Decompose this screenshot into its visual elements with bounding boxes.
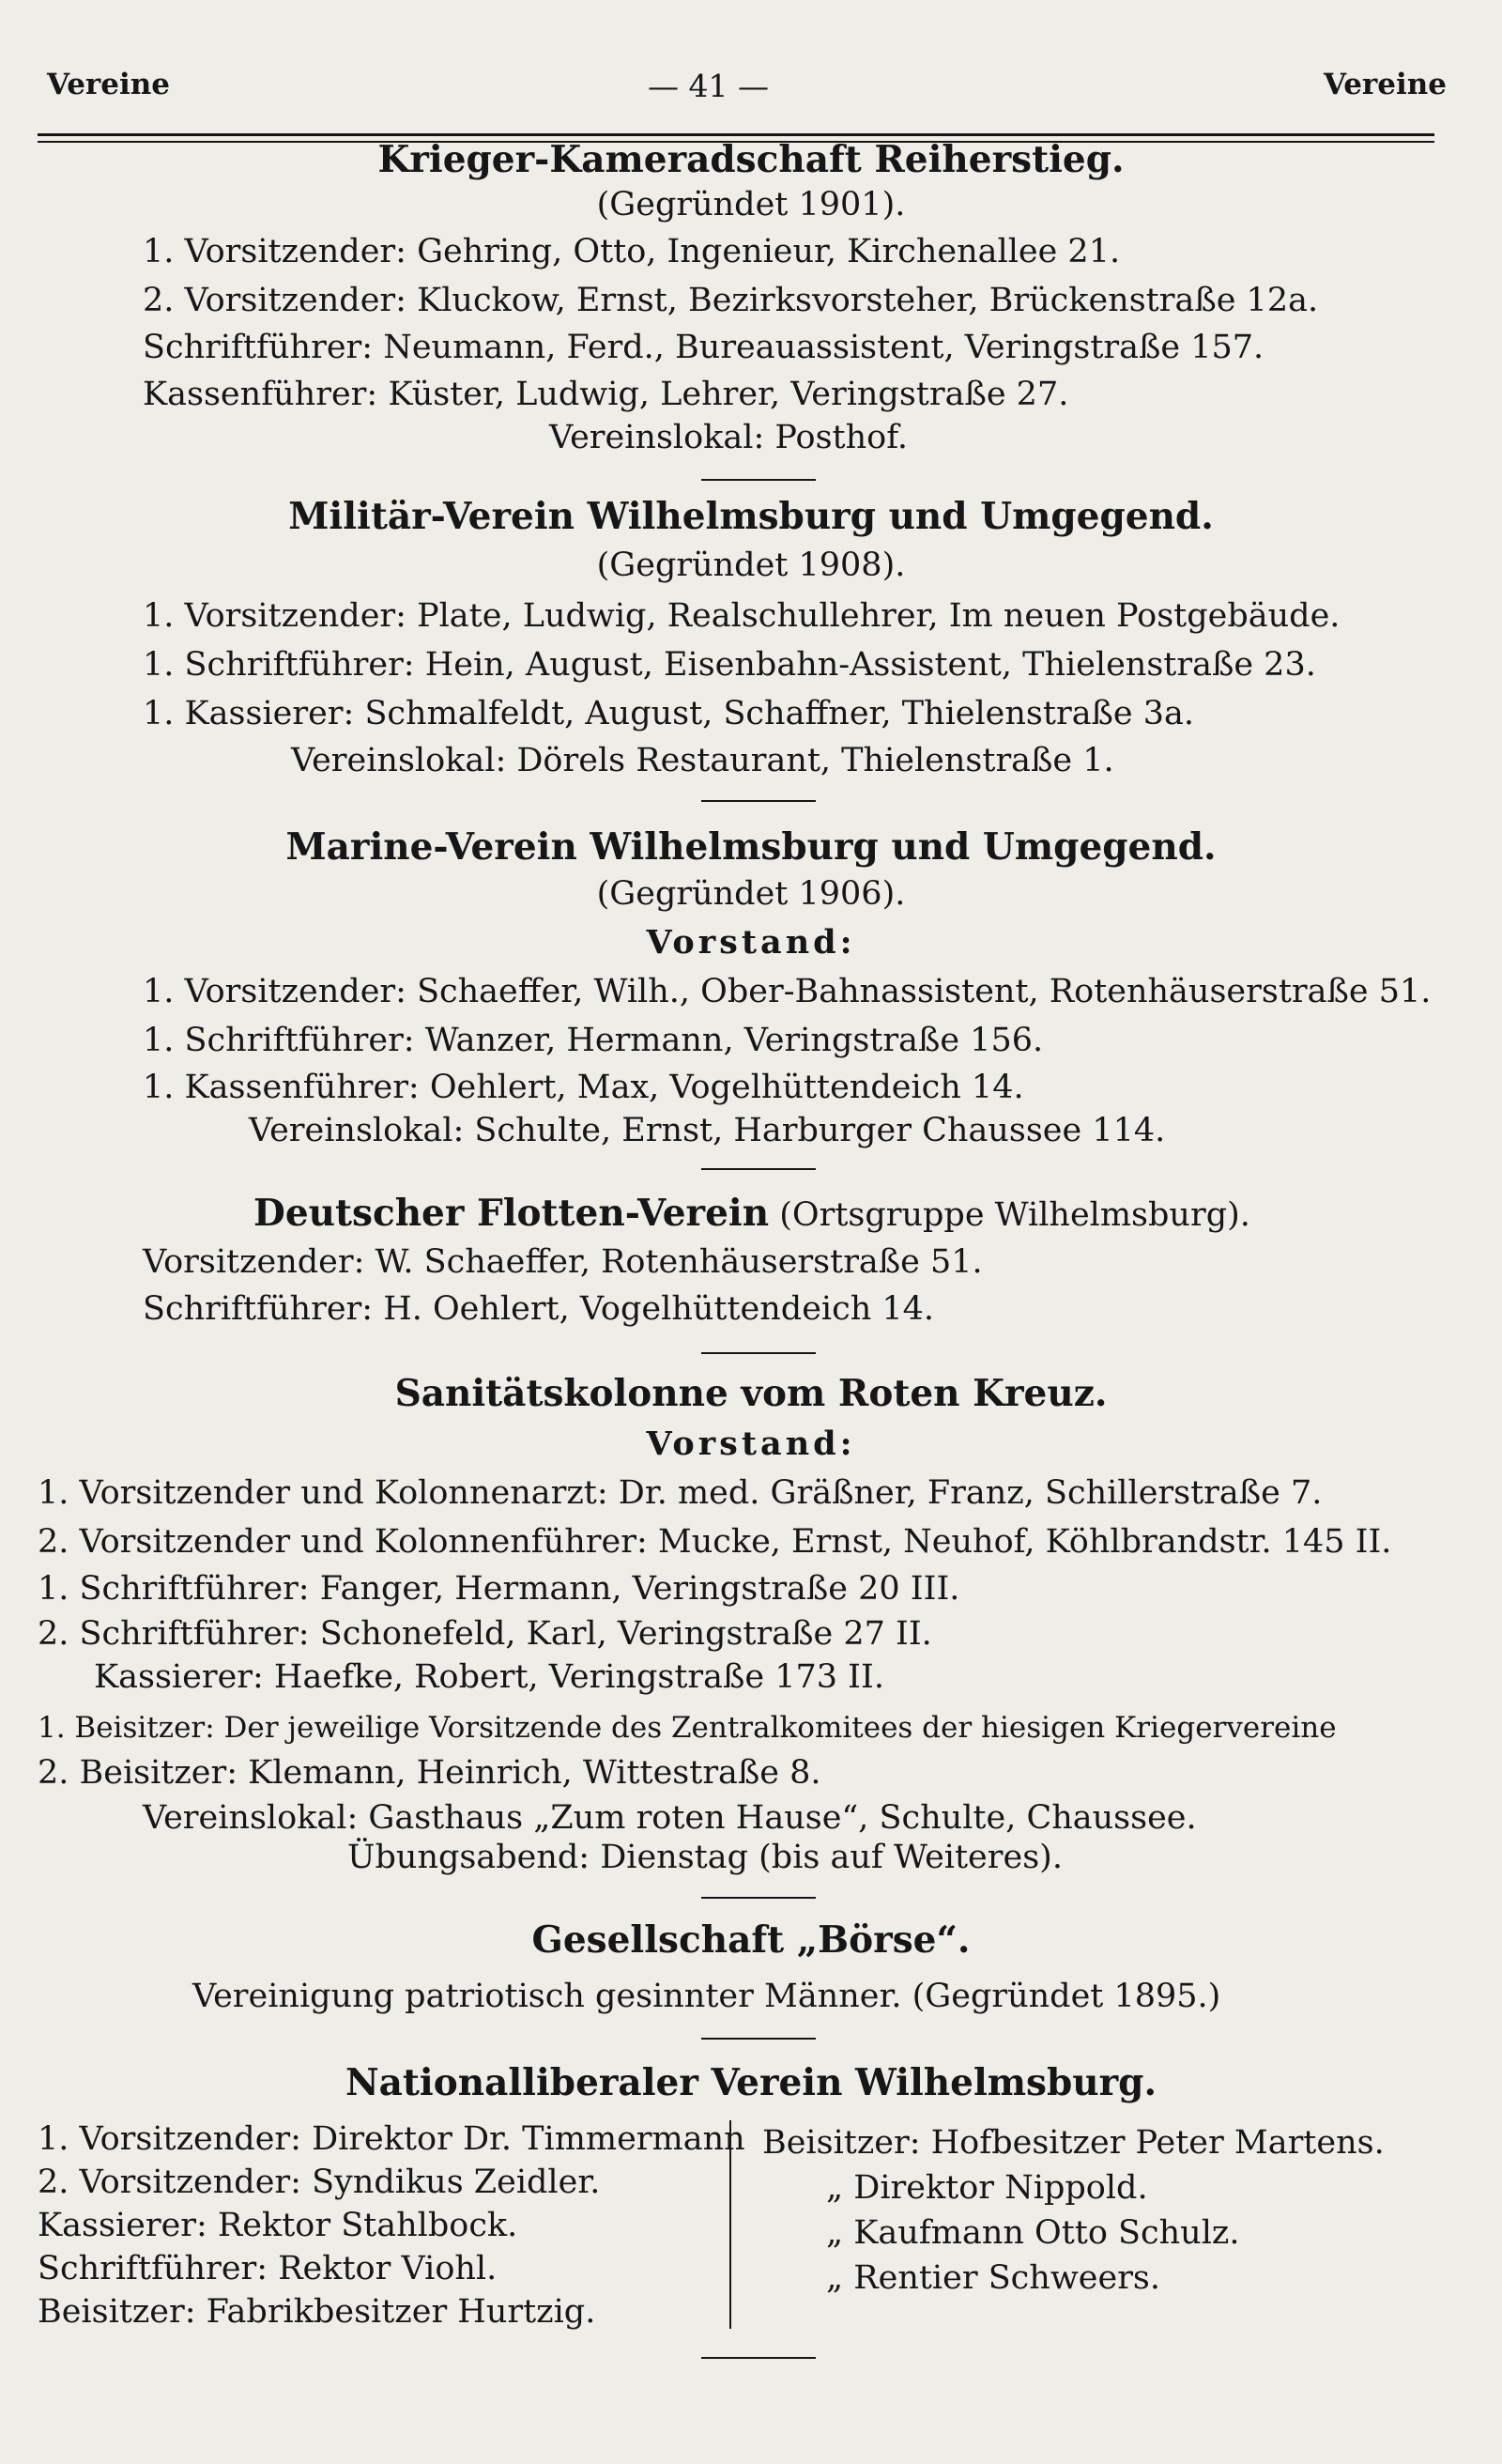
entry-line: Kassenführer: Küster, Ludwig, Lehrer, Veringstraße 27. (143, 376, 1069, 413)
vorstand-heading-sanitaet: Vorstand: (646, 1424, 856, 1463)
section-separator (701, 1168, 816, 1170)
section-separator (701, 2038, 816, 2040)
entry-line: 1. Kassierer: Schmalfeldt, August, Schaffner, Thielenstraße 3a. (143, 695, 1195, 732)
section-separator (701, 800, 816, 802)
right-column-line: „ Direktor Nippold. (826, 2169, 1148, 2207)
entry-line: Vereinslokal: Gasthaus „Zum roten Hause“, Schulte, Chaussee. (143, 1799, 1197, 1837)
section-title-sanitaet: Sanitätskolonne vom Roten Kreuz. (394, 1372, 1108, 1415)
entry-line: 1. Vorsitzender und Kolonnenarzt: Dr. med. Gräßner, Franz, Schillerstraße 7. (38, 1474, 1323, 1512)
entry-line: 2. Vorsitzender und Kolonnenführer: Mucke, Ernst, Neuhof, Köhlbrandstr. 145 II. (38, 1523, 1392, 1561)
section-title-marine: Marine-Verein Wilhelmsburg und Umgegend. (285, 825, 1217, 869)
founded-militaer: (Gegründet 1908). (596, 547, 906, 584)
left-column-line: Schriftführer: Rektor Viohl. (38, 2250, 498, 2287)
entry-line: Vereinslokal: Schulte, Ernst, Harburger Chaussee 114. (249, 1112, 1166, 1149)
section-separator (701, 479, 816, 481)
flotten-subtitle: (Ortsgruppe Wilhelmsburg). (779, 1196, 1250, 1234)
entry-line: Übungsabend: Dienstag (bis auf Weiteres). (347, 1839, 1063, 1876)
entry-line: Kassierer: Haefke, Robert, Veringstraße 173 II. (94, 1658, 884, 1696)
entry-line: 1. Vorsitzender: Schaeffer, Wilh., Ober-Bahnassistent, Rotenhäuserstraße 51. (143, 973, 1432, 1010)
running-head-left: Vereine (47, 68, 171, 101)
left-column-line: Kassierer: Rektor Stahlbock. (38, 2207, 518, 2244)
right-column-line: „ Kaufmann Otto Schulz. (826, 2214, 1240, 2252)
entry-line: 2. Vorsitzender: Kluckow, Ernst, Bezirksvorsteher, Brückenstraße 12a. (143, 282, 1319, 319)
section-title-militaer: Militär-Verein Wilhelmsburg und Umgegend. (288, 495, 1214, 538)
section-title-flotten: Deutscher Flotten-Verein (253, 1192, 770, 1235)
entry-line: Vereinigung patriotisch gesinnter Männer. (Gegründet 1895.) (192, 1978, 1221, 2015)
page-number: — 41 — (648, 68, 769, 104)
right-column-line: „ Rentier Schweers. (826, 2259, 1161, 2297)
left-column-line: Beisitzer: Fabrikbesitzer Hurtzig. (38, 2293, 596, 2331)
entry-line: 1. Schriftführer: Fanger, Hermann, Veringstraße 20 III. (38, 1570, 960, 1608)
entry-line: 1. Vorsitzender: Gehring, Otto, Ingenieur, Kirchenallee 21. (143, 233, 1121, 270)
left-column-line: 1. Vorsitzender: Direktor Dr. Timmermann (38, 2120, 745, 2158)
entry-line: 1. Beisitzer: Der jeweilige Vorsitzende des Zentralkomitees der hiesigen Kriegervereine (38, 1711, 1337, 1745)
left-column-line: 2. Vorsitzender: Syndikus Zeidler. (38, 2164, 601, 2201)
running-head-right: Vereine (1324, 68, 1448, 101)
vorstand-heading-marine: Vorstand: (646, 923, 856, 962)
entry-line: 2. Beisitzer: Klemann, Heinrich, Wittestraße 8. (38, 1754, 821, 1792)
section-title-national: Nationalliberaler Verein Wilhelmsburg. (345, 2061, 1157, 2104)
section-heading-flotten (253, 1194, 1250, 1234)
section-title-krieger: Krieger-Kameradschaft Reiherstieg. (377, 138, 1125, 181)
entry-line: Vorsitzender: W. Schaeffer, Rotenhäuserstraße 51. (143, 1243, 983, 1281)
founded-marine: (Gegründet 1906). (596, 875, 906, 913)
founded-krieger: (Gegründet 1901). (596, 186, 906, 223)
section-title-boerse: Gesellschaft „Börse“. (531, 1918, 971, 1962)
section-separator (701, 1897, 816, 1899)
section-separator (701, 2357, 816, 2359)
section-separator (701, 1352, 816, 1354)
entry-line: Vereinslokal: Posthof. (549, 419, 909, 456)
entry-line: Schriftführer: Neumann, Ferd., Bureauassistent, Veringstraße 157. (143, 329, 1264, 366)
entry-line: 1. Kassenführer: Oehlert, Max, Vogelhüttendeich 14. (143, 1069, 1024, 1106)
entry-line: 2. Schriftführer: Schonefeld, Karl, Veringstraße 27 II. (38, 1615, 932, 1653)
column-divider (729, 2120, 731, 2329)
right-column-line: Beisitzer: Hofbesitzer Peter Martens. (762, 2124, 1385, 2162)
entry-line: 1. Schriftführer: Wanzer, Hermann, Veringstraße 156. (143, 1022, 1044, 1059)
entry-line: 1. Vorsitzender: Plate, Ludwig, Realschullehrer, Im neuen Postgebäude. (143, 597, 1341, 635)
entry-line: Schriftführer: H. Oehlert, Vogelhüttendeich 14. (143, 1290, 935, 1328)
entry-line: Vereinslokal: Dörels Restaurant, Thielenstraße 1. (291, 742, 1114, 779)
entry-line: 1. Schriftführer: Hein, August, Eisenbahn-Assistent, Thielenstraße 23. (143, 646, 1316, 684)
